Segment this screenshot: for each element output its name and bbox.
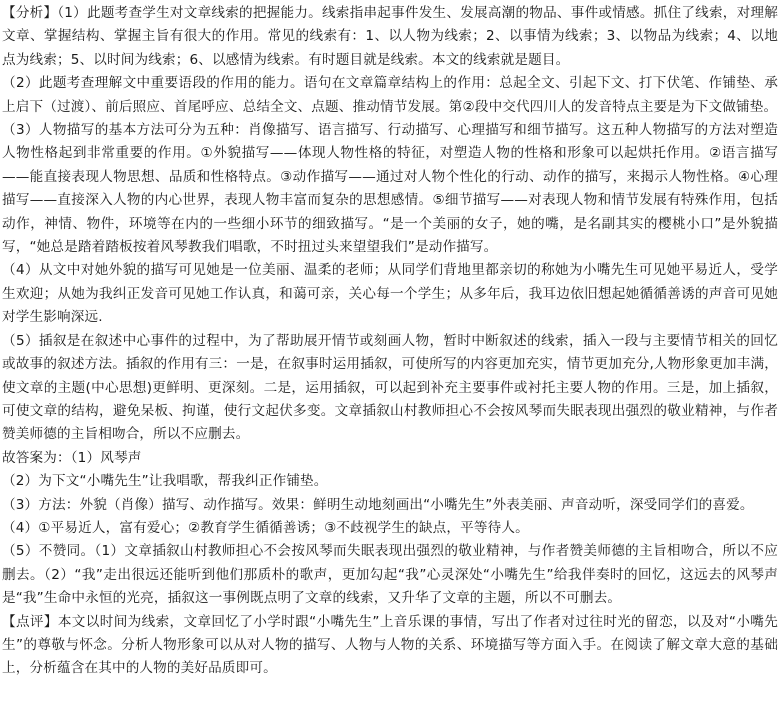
analysis-part-2: （2）此题考查理解文中重要语段的作用的能力。语句在文章篇章结构上的作用：总起全文、引起下文、打下伏笔、作铺垫、承上启下（过渡）、前后照应、首尾呼应、总结全文、点题、推动情节发展。第②段中交代四川人的发音特点主要是为下文做铺垫。 [2,75,778,115]
answer-4: （4）①平易近人，富有爱心；②教育学生循循善诱；③不歧视学生的缺点，平等待人。 [2,519,529,536]
answer-2: （2）为下文“小嘴先生”让我唱歌，帮我纠正作铺垫。 [2,473,328,490]
analysis-part-1: 【分析】（1）此题考查学生对文章线索的把握能力。线索指串起事件发生、发展高潮的物品、事件或情感。抓住了线索，对理解文章、掌握结构、掌握主旨有很大的作用。常见的线索有：1、以人物为线索；2、以事情为线索；3、以物品为线索；4、以地点为线索；5、以时间为线索；6、以感情为线索。有时题目就是线索。本文的线索就是题目。 [2,5,778,68]
comment-section: 【点评】本文以时间为线索，文章回忆了小学时跟“小嘴先生”上音乐课的事情，写出了作者对过往时光的留恋，以及对“小嘴先生”的尊敬与怀念。分析人物形象可以从对人物的描写、人物与人物的关系、环境描写等方面入手。在阅读了解文章大意的基础上，分析蕴含在其中的人物的美好品质即可。 [2,613,778,677]
analysis-part-5: （5）插叙是在叙述中心事件的过程中，为了帮助展开情节或刻画人物，暂时中断叙述的线索，插入一段与主要情节相关的回忆或故事的叙述方法。插叙的作用有三：一是，在叙事时运用插叙，可使所写的内容更加充实，情节更加充分,人物形象更加丰满，使文章的主题(中心思想)更鲜明、更深刻。二是，运用插叙，可以起到补充主要事件或衬托主要人物的作用。三是，加上插叙，可使文章的结构，避免呆板、拘谨，使行文起伏多变。文章插叙山村教师担心不会按风琴而失眠表现出强烈的敬业精神，与作者赞美师德的主旨相吻合，所以不应删去。 [2,332,778,443]
answer-3: （3）方法：外貌（肖像）描写、动作描写。效果：鲜明生动地刻画出“小嘴先生”外表美丽、声音动听，深受同学们的喜爱。 [2,496,754,513]
answer-5: （5）不赞同。（1）文章插叙山村教师担心不会按风琴而失眠表现出强烈的敬业精神，与作者赞美师德的主旨相吻合，所以不应删去。（2）“我”走出很远还能听到他们那质朴的歌声，更加勾起“我”心灵深处“小嘴先生”给我伴奏时的回忆，这远去的风琴声是“我”生命中永恒的光亮，插叙这一事例既点明了文章的线索，又升华了文章的主题，所以不可删去。 [2,543,778,607]
analysis-part-3: （3）人物描写的基本方法可分为五种：肖像描写、语言描写、行动描写、心理描写和细节描写。这五种人物描写的方法对塑造人物性格起到非常重要的作用。①外貌描写——体现人物性格的特征，对塑造人物的性格和形象可以起烘托作用。②语言描写——能直接表现人物思想、品质和性格特点。③动作描写——通过对人物个性化的行动、动作的描写，来揭示人物性格。④心理描写——直接深入人物的内心世界，表现人物丰富而复杂的思想感情。⑤细节描写——对表现人物和情节发展有特殊作用，包括动作，神情、物件，环境等在内的一些细小环节的细致描写。“是一个美丽的女子，她的嘴，是名副其实的樱桃小口”是外貌描写，“她总是踏着踏板按着风琴教我们唱歌，不时扭过头来望望我们”是动作描写。 [2,122,778,256]
analysis-part-4: （4）从文中对她外貌的描写可见她是一位美丽、温柔的老师；从同学们背地里都亲切的称她为小嘴先生可见她平易近人，受学生欢迎；从她为我纠正发音可见她工作认真，和蔼可亲，关心每一个学生；从多年后，我耳边依旧想起她循循善诱的声音可见她对学生影响深远. [2,262,778,326]
answer-intro: 故答案为：（1）风琴声 [2,449,142,466]
